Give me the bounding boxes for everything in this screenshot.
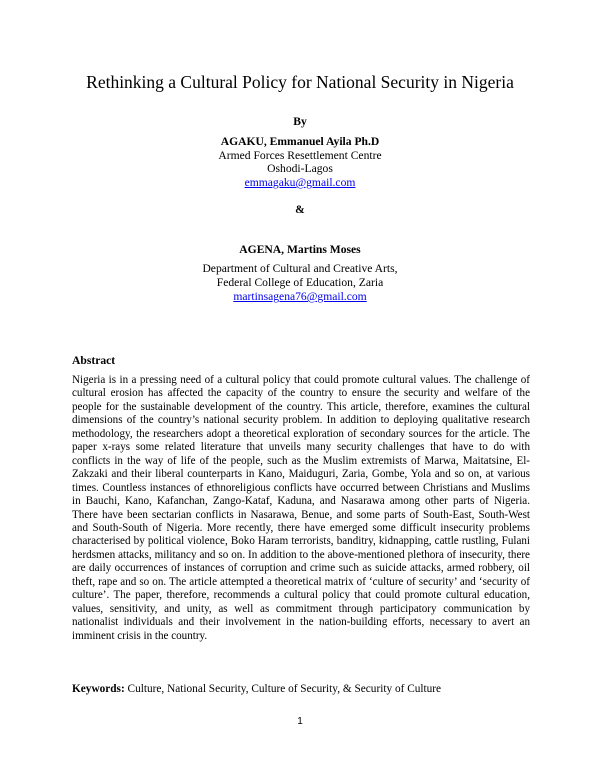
ampersand: &: [295, 203, 305, 216]
page-number: 1: [297, 716, 303, 727]
author2-affiliation-line1: Department of Cultural and Creative Arts,: [202, 262, 398, 275]
paper-title: Rethinking a Cultural Policy for National Security in Nigeria: [86, 72, 514, 92]
author2-affiliation-line2: Federal College of Education, Zaria: [216, 276, 384, 289]
author1-email-link[interactable]: emmagaku@gmail.com: [244, 176, 356, 189]
author1-affiliation-line1: Armed Forces Resettlement Centre: [218, 149, 382, 162]
keywords-label: Keywords:: [72, 683, 125, 695]
keywords-line: [72, 683, 441, 695]
by-line: By: [293, 115, 307, 128]
abstract-heading: Abstract: [72, 354, 116, 367]
abstract-text: Nigeria is in a pressing need of a cultural policy that could promote cultural values. The challenge of cultural erosion has affected the capacity of the country to ensure the security and welfare of the people for the sustainable development of the country. This article, therefore, examines the cultural dimensions of the country’s national security problem. In addition to deploying qualitative research methodology, the researchers adopt a theoretical exploration of secondary sources for the article. The paper x-rays some related literature that unveils many security challenges that have to do with conflicts in the way of life of the people, such as the Muslim extremists of Marwa, Maitatsine, El-Zakzaki and their liberal counterparts in Kano, Maiduguri, Zaria, Gombe, Yola and so on, at various times. Countless instances of ethnoreligious conflicts have occurred between Christians and Muslims in Bauchi, Kano, Kafanchan, Zango-Kataf, Kaduna, and Nasarawa among other parts of Nigeria. There have been sectarian conflicts in Nasarawa, Benue, and some parts of South-East, South-West and South-South of Nigeria. More recently, there have emerged some difficult insecurity problems characterised by political violence, Boko Haram terrorists, banditry, kidnapping, cattle rustling, Fulani herdsmen attacks, militancy and so on. In addition to the above-mentioned plethora of insecurity, there are daily occurrences of instances of corruption and crime such as suicide attacks, armed robbery, oil theft, rape and so on. The article attempted a theoretical matrix of ‘culture of security’ and ‘security of culture’. The paper, therefore, recommends a cultural policy that could promote cultural education, values, sensitivity, and unity, as well as commitment through participatory communication by nationalist individuals and their involvement in the nation-building efforts, necessary to avert an imminent crisis in the country.: [72, 374, 530, 642]
author2-name: AGENA, Martins Moses: [239, 243, 361, 256]
author1-affiliation-line2: Oshodi-Lagos: [267, 162, 333, 175]
author2-email-link[interactable]: martinsagena76@gmail.com: [233, 290, 367, 303]
author1-email-row: [0, 176, 600, 189]
author2-email-row: [0, 290, 600, 303]
keywords-text: Culture, National Security, Culture of Security, & Security of Culture: [127, 683, 442, 695]
author1-name: AGAKU, Emmanuel Ayila Ph.D: [220, 135, 380, 148]
